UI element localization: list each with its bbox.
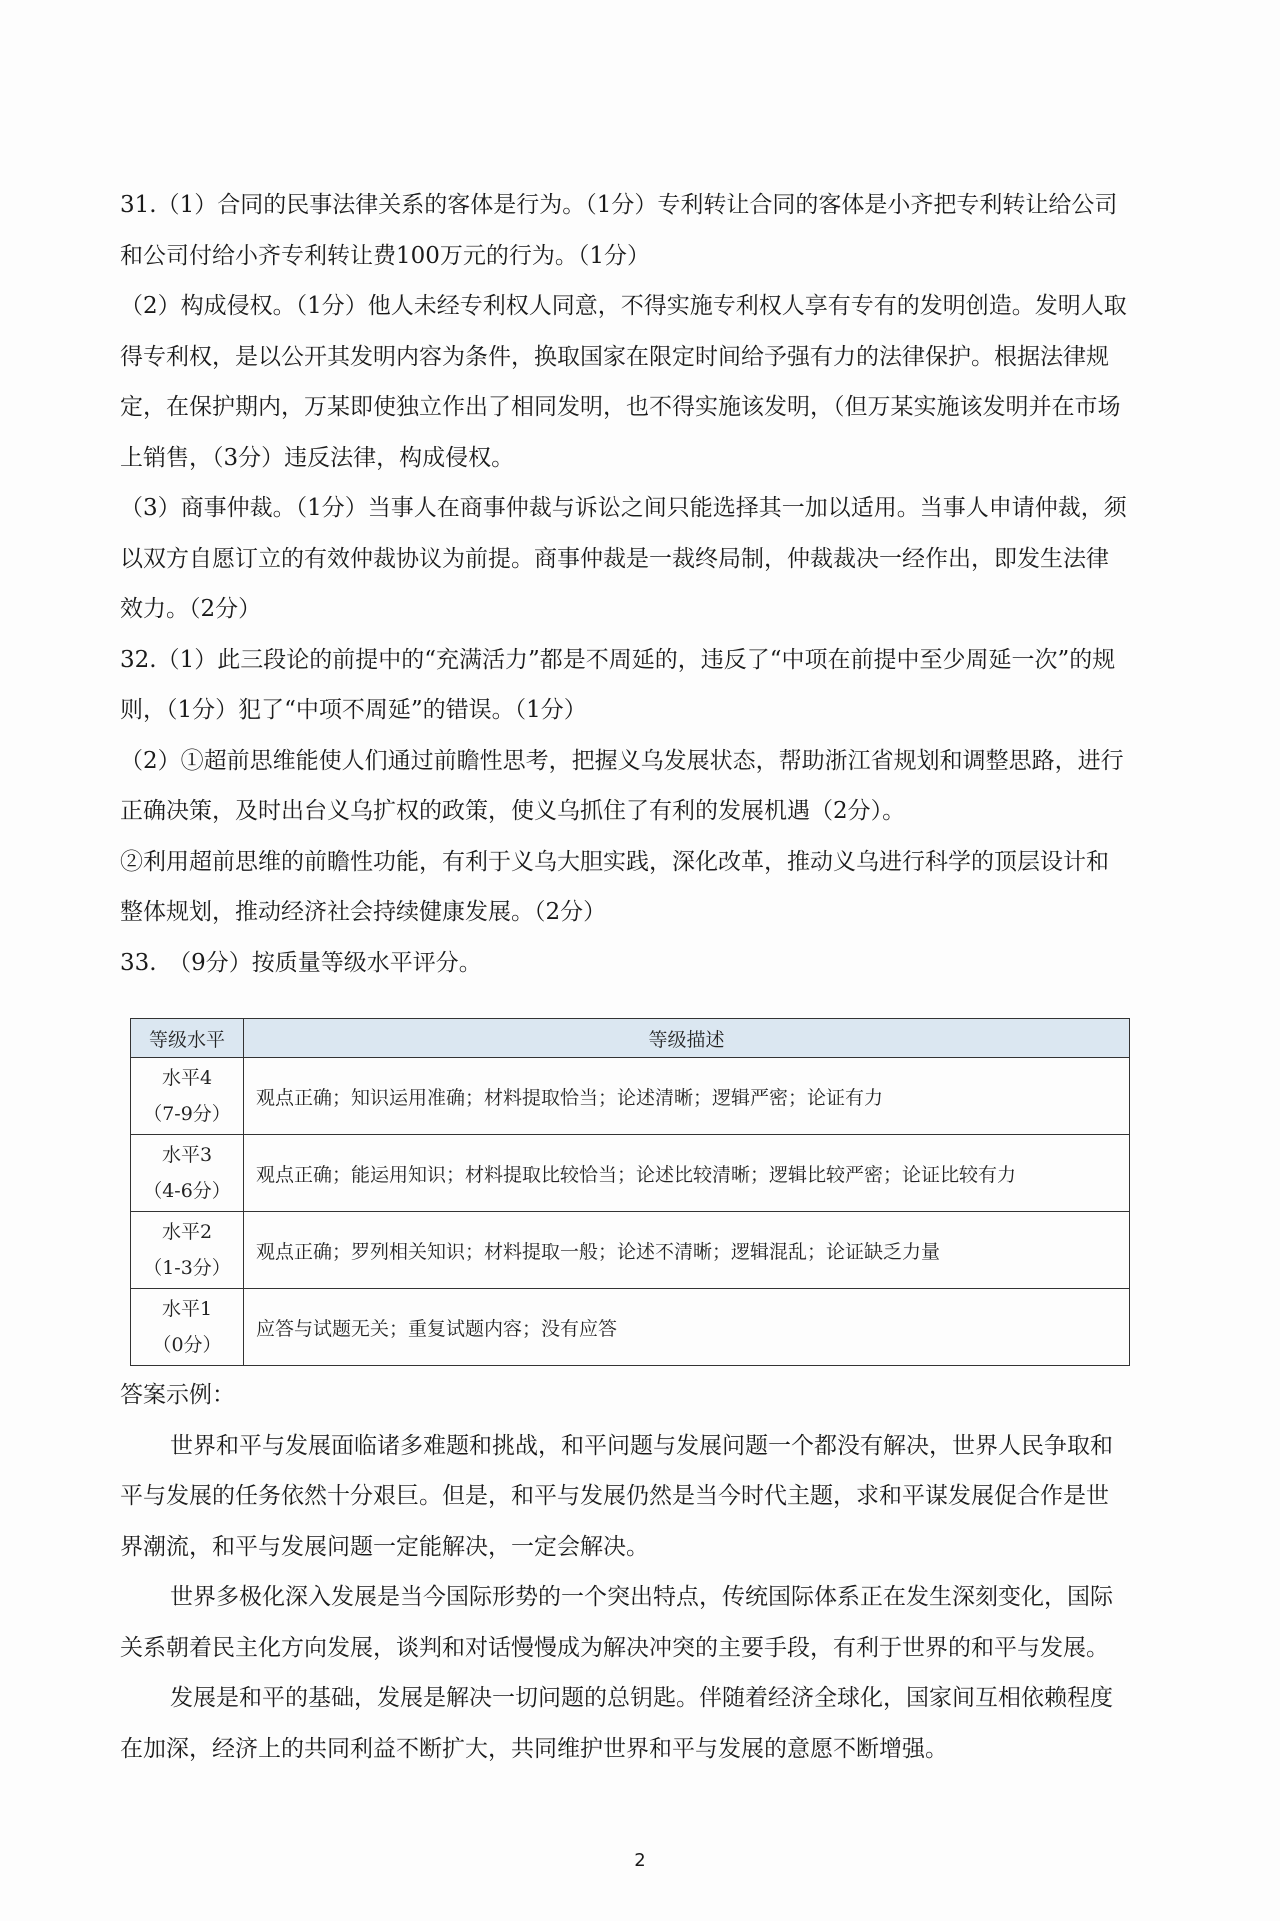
level-description: 观点正确；能运用知识；材料提取比较恰当；论述比较清晰；逻辑比较严密；论证比较有力 (244, 1135, 1130, 1212)
level-score: （0分） (152, 1334, 222, 1356)
level-score: （4-6分） (143, 1180, 231, 1202)
example-paragraph: 发展是和平的基础，发展是解决一切问题的总钥匙。伴随着经济全球化，国家间互相依赖程度在加深，经济上的共同利益不断扩大，共同维护世界和平与发展的意愿不断增强。 (120, 1685, 1113, 1762)
level-name: 水平2 (161, 1221, 213, 1243)
level-name: 水平1 (161, 1298, 213, 1320)
answer-example (120, 1370, 1130, 1774)
q31-part1: 31.（1）合同的民事法律关系的客体是行为。（1分）专利转让合同的客体是小齐把专利转让给公司和公司付给小齐专利转让费100万元的行为。（1分） (120, 192, 1118, 269)
q31-part3: （3）商事仲裁。（1分）当事人在商事仲裁与诉讼之间只能选择其一加以适用。当事人申请仲裁，须以双方自愿订立的有效仲裁协议为前提。商事仲裁是一裁终局制，仲裁裁决一经作出，即发生法律效力。（2分） (120, 495, 1127, 622)
level-description: 应答与试题无关；重复试题内容；没有应答 (244, 1289, 1130, 1366)
page-number: 2 (634, 1850, 646, 1871)
level-cell (131, 1135, 244, 1212)
q32-part2: （2）①超前思维能使人们通过前瞻性思考，把握义乌发展状态，帮助浙江省规划和调整思路，进行正确决策，及时出台义乌扩权的政策，使义乌抓住了有利的发展机遇（2分）。 (120, 747, 1124, 824)
q32-part1: 32.（1）此三段论的前提中的“充满活力”都是不周延的，违反了“中项在前提中至少周延一次”的规则，（1分）犯了“中项不周延”的错误。（1分） (120, 646, 1116, 723)
header-level: 等级水平 (131, 1019, 244, 1058)
level-score: （1-3分） (143, 1257, 231, 1279)
grading-table-header (131, 1019, 1130, 1058)
level-name: 水平4 (161, 1067, 213, 1089)
q32-part3: ②利用超前思维的前瞻性功能，有利于义乌大胆实践，深化改革，推动义乌进行科学的顶层设计和整体规划，推动经济社会持续健康发展。（2分） (120, 848, 1109, 925)
table-row (131, 1058, 1130, 1135)
table-row (131, 1289, 1130, 1366)
q31-part2: （2）构成侵权。（1分）他人未经专利权人同意，不得实施专利权人享有专有的发明创造。发明人取得专利权，是以公开其发明内容为条件，换取国家在限定时间给予强有力的法律保护。根据法律规定，在保护期内，万某即使独立作出了相同发明，也不得实施该发明，（但万某实施该发明并在市场上销售，（3分）违反法律，构成侵权。 (120, 293, 1127, 471)
example-label: 答案示例： (120, 1382, 235, 1408)
level-cell (131, 1212, 244, 1289)
level-name: 水平3 (161, 1144, 213, 1166)
header-description: 等级描述 (244, 1019, 1130, 1058)
example-paragraph: 世界多极化深入发展是当今国际形势的一个突出特点，传统国际体系正在发生深刻变化，国际关系朝着民主化方向发展，谈判和对话慢慢成为解决冲突的主要手段，有利于世界的和平与发展。 (120, 1584, 1113, 1661)
table-row (131, 1135, 1130, 1212)
level-cell (131, 1289, 244, 1366)
level-cell (131, 1058, 244, 1135)
q33-intro: 33. （9分）按质量等级水平评分。 (120, 949, 482, 976)
answers-31-33 (120, 180, 1130, 988)
level-description: 观点正确；知识运用准确；材料提取恰当；论述清晰；逻辑严密；论证有力 (244, 1058, 1130, 1135)
level-description: 观点正确；罗列相关知识；材料提取一般；论述不清晰；逻辑混乱；论证缺乏力量 (244, 1212, 1130, 1289)
table-row (131, 1212, 1130, 1289)
grading-table (130, 1018, 1130, 1366)
level-score: （7-9分） (143, 1103, 231, 1125)
example-paragraph: 世界和平与发展面临诸多难题和挑战，和平问题与发展问题一个都没有解决，世界人民争取和平与发展的任务依然十分艰巨。但是，和平与发展仍然是当今时代主题，求和平谋发展促合作是世界潮流，和平与发展问题一定能解决，一定会解决。 (120, 1432, 1113, 1560)
